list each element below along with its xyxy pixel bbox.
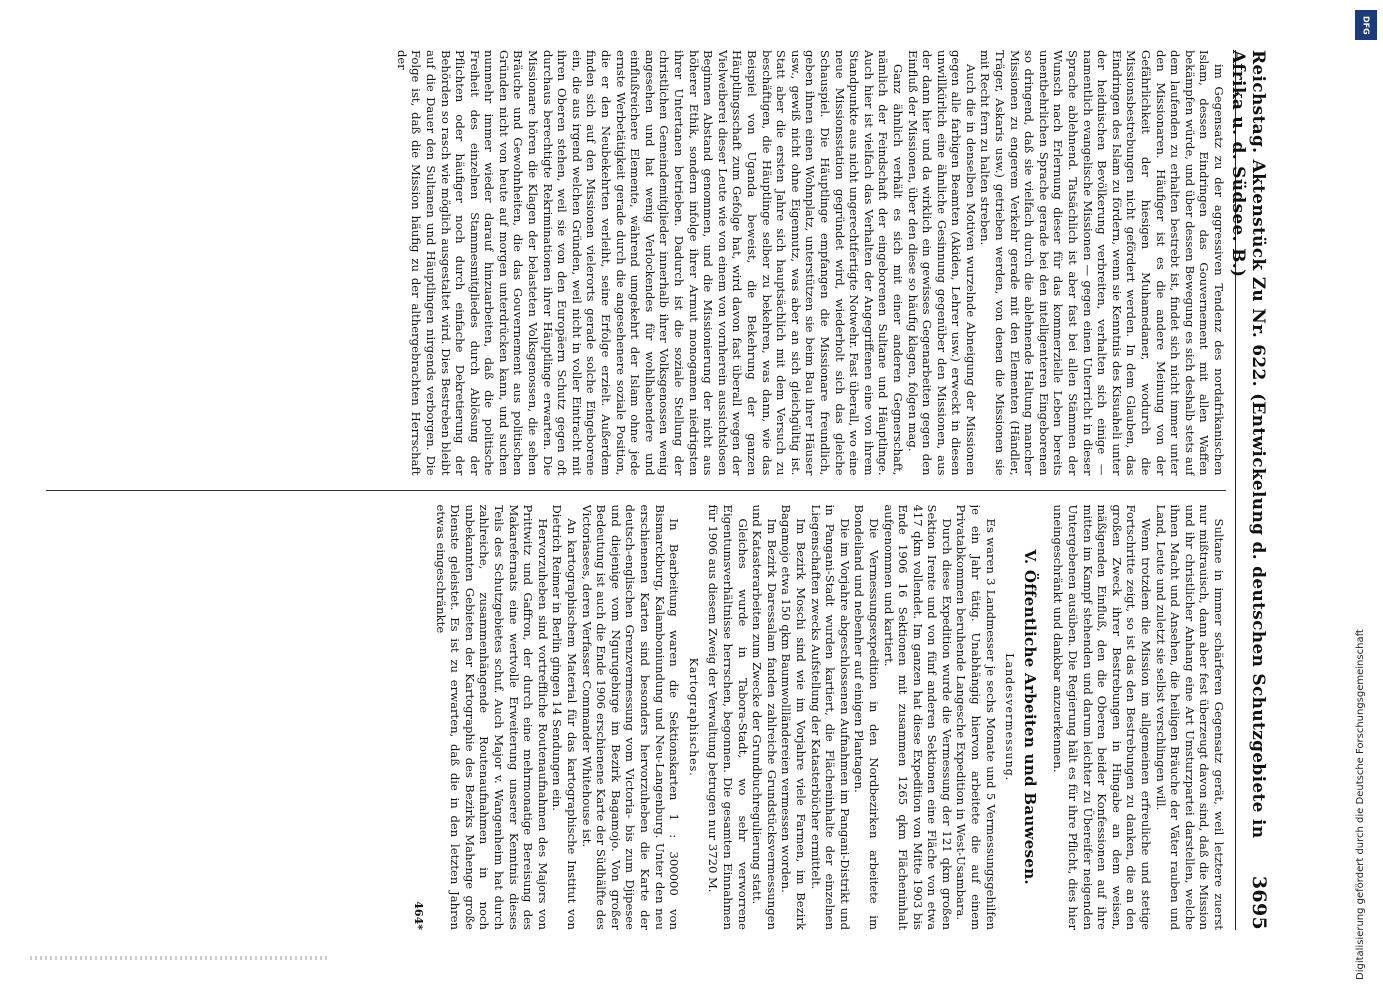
paragraph: Die Vermessungsexpedition in den Nordbezirken arbeitete im Bondeiland und nebenher auf einigen Plantagen. xyxy=(852,504,881,930)
paragraph: Hervorzuheben sind vortreffliche Routenaufnahmen des Majors von Prittwitz und Gaffron, der durch eine mehrmonatige Bereisung des Makarefernats eine wertvolle Erweiterung unserer Kenntnis dieses Teils des Schutzgebietes schuf. Auch Major v. Wangenheim hat durch zahlreiche, zusammenhängende Routenaufnahmen in noch unbekannten Gebieten der Kartographie des Bezirks Mahenge große Dienste geleistet. Es ist zu erwarten, daß die in den letzten Jahren etwas eingeschränkte xyxy=(433,504,550,930)
paragraph: An kartographischem Material für das kartographische Institut von Dietrich Reimer in Berlin gingen 14 Sendungen ein. xyxy=(550,504,580,930)
paragraph: Wenn trotzdem die Mission im allgemeinen erfreuliche und stetige Fortschritte zeigt, so ist das den Bestrebungen zu danken, die an den großen Zweck ihrer Bestrebungen in Hingabe an dem weisen, mäßigenden Einfluß, den die Oberen beider Konfessionen auf ihre mitten im Kampf stehenden und darum leichter zu Übereifer neigenden Untergebenen ausüben. Die Regierung hält es für ihre Pflicht, dies hier uneingeschränkt und dankbar anzuerkennen. xyxy=(1051,504,1154,930)
subsection-title-survey: Landesvermessung. xyxy=(1003,653,1017,782)
page-number: 3695 xyxy=(1248,875,1270,930)
paragraph: im Gegensatz zu der aggressiven Tendenz des nordafrikanischen Islam, dessen Eindringen das Gouvernement mit allen Waffen bekämpfen würde, und über dessen Bewegung es sich deshalb stets auf dem laufenden zu erhalten bestrebt ist, findet sich nicht immer unter den Missionaren. Häufiger ist es die andere Meinung von der Gefährlichkeit der hiesigen Muhamedaner, wodurch die Missionsbestrebungen nicht gefördert werden. In dem Glauben, das Eindringen des Islam zu fördern, wenn sie Kenntnis des Kisuaheli unter der heidnischen Bevölkerung verbreiten, verhalten sich einige — namentlich evangelische Missionen — gegen einen Unterricht in dieser Sprache ablehnend. Tatsächlich ist aber fast bei allen Stämmen der Wunsch nach Erlernung dieser für das kommerzielle Leben bereits unentbehrlichen Sprache gerade bei den intelligenteren Eingeborenen so dringend, daß sie vielfach durch die ablehnende Haltung mancher Missionen zu engerem Verkehr gerade mit den Elementen (Händler, Träger, Askaris usw.) getrieben werden, von denen die Missionen sie mit Recht fern zu halten streben. xyxy=(978,50,1226,476)
paragraph: In Bearbeitung waren die Sektionskarten 1 : 300000 von Bismarckburg, Kalamboniundung und Neu-Langenburg. Unter den neu erschienenen Karten sind besonders hervorzuheben die Karte der deutsch-englischen Grenzvermessung vom Victoria- bis zum Djipesee und diejenige vom Ngurugebirge im Bezirk Bagamojo. Von großer Bedeutung ist auch die Ende 1906 erschienene Karte der Südhälfte des Victoriasees, deren Verfasser Commander Whitehouse ist. xyxy=(579,504,682,930)
rotated-sheet xyxy=(30,50,1270,930)
paragraph: Durch diese Expedition wurde die Vermessung der 121 qkm großen Sektion Irente und von fünf anderen Sektionen eine Fläche von etwa 417 qkm vollendet. Im ganzen hat diese Expedition von Mitte 1903 bis Ende 1906 16 Sektionen mit zusammen 1265 qkm Flächeninhalt aufgenommen und kartiert. xyxy=(881,504,954,930)
paragraph: Es waren 3 Landmesser je sechs Monate und 5 Vermessungsgehilfen je ein Jahr tätig. Unabhängig hiervon arbeitete die auf einem Privatabkommen beruhende Langesche Expedition in West-Usambara. xyxy=(954,504,998,930)
running-head xyxy=(1228,50,1270,930)
paragraph: Auch die in denselben Motiven wurzelnde Abneigung der Missionen gegen alle farbigen Beamten (Akiden, Lehrer usw.) erweckt in diesen unwillkürlich eine ähnliche Gesinnung gegenüber den Missionen, aus der dann hier und da wirklich ein gewisses Gegenarbeiten gegen den Einfluß der Missionen, über den diese so häufig klagen, folgen mag. xyxy=(905,50,978,476)
paragraph: Im Bezirk Moschi sind wie im Vorjahre viele Farmen, im Bezirk Bagamojo etwa 150 qkm Baumwollländereien vermessen worden. xyxy=(779,504,808,930)
column-right xyxy=(46,505,1226,931)
scan-artifact xyxy=(30,956,330,960)
text-columns xyxy=(46,50,1226,930)
paragraph: Gleiches wurde in Tabora-Stadt, wo sehr verworrene Eigentumsverhältnisse herrschen, begonnen. Die gesamten Einnahmen für 1906 aus diesem Zweig der Verwaltung betrugen nur 3720 M. xyxy=(706,504,750,930)
paragraph: Die im Vorjahre abgeschlossenen Aufnahmen im Pangani-Distrikt und in Pangani-Stadt wurden kartiert, die Flächeninhalte der einzelnen Liegenschaften zwecks Aufstellung der Katasterbücher ermittelt. xyxy=(808,504,852,930)
signature-mark: 464* xyxy=(412,901,426,930)
paragraph: Sultane in immer schärferen Gegensatz gerät, weil letztere zuerst nur mißtrauisch, dann aber fest überzeugt davon sind, daß die Mission und ihr christlicher Anhang eine Art Umsturzpartei darstellen, welche ihnen Macht und Ansehen, die heiligen Bräuche der Väter rauben und Land, Leute und zuletzt sie selbst verschlingen will. xyxy=(1153,504,1226,930)
dfg-logo: DFG xyxy=(1355,10,1377,40)
subsection-title-cartography: Kartographisches. xyxy=(686,657,700,777)
section-title: V. Öffentliche Arbeiten und Bauwesen. xyxy=(1020,549,1039,885)
column-divider xyxy=(46,490,1226,491)
column-left xyxy=(46,50,1226,476)
paragraph: Ganz ähnlich verhält es sich mit einer anderen Gegnerschaft, nämlich der Feindschaft der eingeborenen Sultane und Häuptlinge. Auch hier ist vielfach das Verhalten der Angegriffenen eine von ihrem Standpunkte aus nicht ungerechtfertigte Notwehr. Fast überall, wo eine neue Missionsstation gegründet wird, wiederholt sich das gleiche Schauspiel. Die Häuptlinge empfangen die Missionare freundlich, geben ihnen einen Wohnplatz, unterstützen sie beim Bau ihrer Häuser usw., gewiß nicht ohne Eigennutz, was aber an sich gleichgültig ist. Statt aber die ersten Jahre sich hauptsächlich mit dem Versuch zu beschäftigen, die Häuptlinge selber zu bekehren, was dann, wie das Beispiel von Uganda beweist, die Bekehrung der ganzen Häuptlingsschaft zum Gefolge hat, wird davon fast überall wegen der Vielweiberei dieser Leute wie von einem von vornherein aussichtslosen Beginnen Abstand genommen, und die Missionierung der nicht aus höherer Ethik, sondern infolge ihrer Armut monogamen niedrigsten ihrer Untertanen betrieben. Dadurch ist die soziale Stellung der christlichen Gemeindemitglieder innerhalb ihrer Volksgenossen wenig angesehen und hat wenig Verlockendes für wohlhabendere und einflußreichere Elemente, während umgekehrt der Islam ohne jede ernste Werbetätigkeit gerade durch die angesehenere soziale Position, die er den Neubekehrten verleiht, seine Erfolge erzielt. Außerdem finden sich auf den Missionen vielerorts gerade solche Eingeborene ein, die aus irgend welchen Gründen, weil nicht in voller Eintracht mit ihren Oberen stehen, weil sie von den Europäern Schutz gegen oft durchaus berechtigte Rekriminationen ihrer Häuptlinge erwarten. Die Missionare hören die Klagen der belasteten Volksgenossen, die sehen Bräuche und Gewohnheiten, die das Gouvernement aus politischen Gründen nicht von heute auf morgen unterdrücken kann, und suchen nunmehr immer wieder darauf hinzuarbeiten, daß die politische Freiheit des einzelnen Stammesmitgliedes durch Ablösung der Pflichten oder häufiger noch durch einfache Dekretierung der Behörden so rasch wie möglich ausgestaltet wird. Dies Bestreben bleibt auf die Dauer den Sultanen und Häuptlingen nirgends verborgen. Die Folge ist, daß die Mission häufig zu der althergebrachten Herrschaft der xyxy=(394,50,905,476)
digitization-credit: Digitalisierung gefördert durch die Deutsche Forschungsgemeinschaft xyxy=(1355,629,1366,980)
paragraph: Im Bezirk Daressalam fanden zahlreiche Grundstücksvermessungen und Katasterarbeiten zum Zwecke der Grundbuchregulierung statt. xyxy=(750,504,779,930)
header-title: Reichstag. Aktenstück Zu Nr. 622. (Entwickelung d. deutschen Schutzgebiete in Afrika u. d. Südsee. B.) xyxy=(1228,50,1268,839)
